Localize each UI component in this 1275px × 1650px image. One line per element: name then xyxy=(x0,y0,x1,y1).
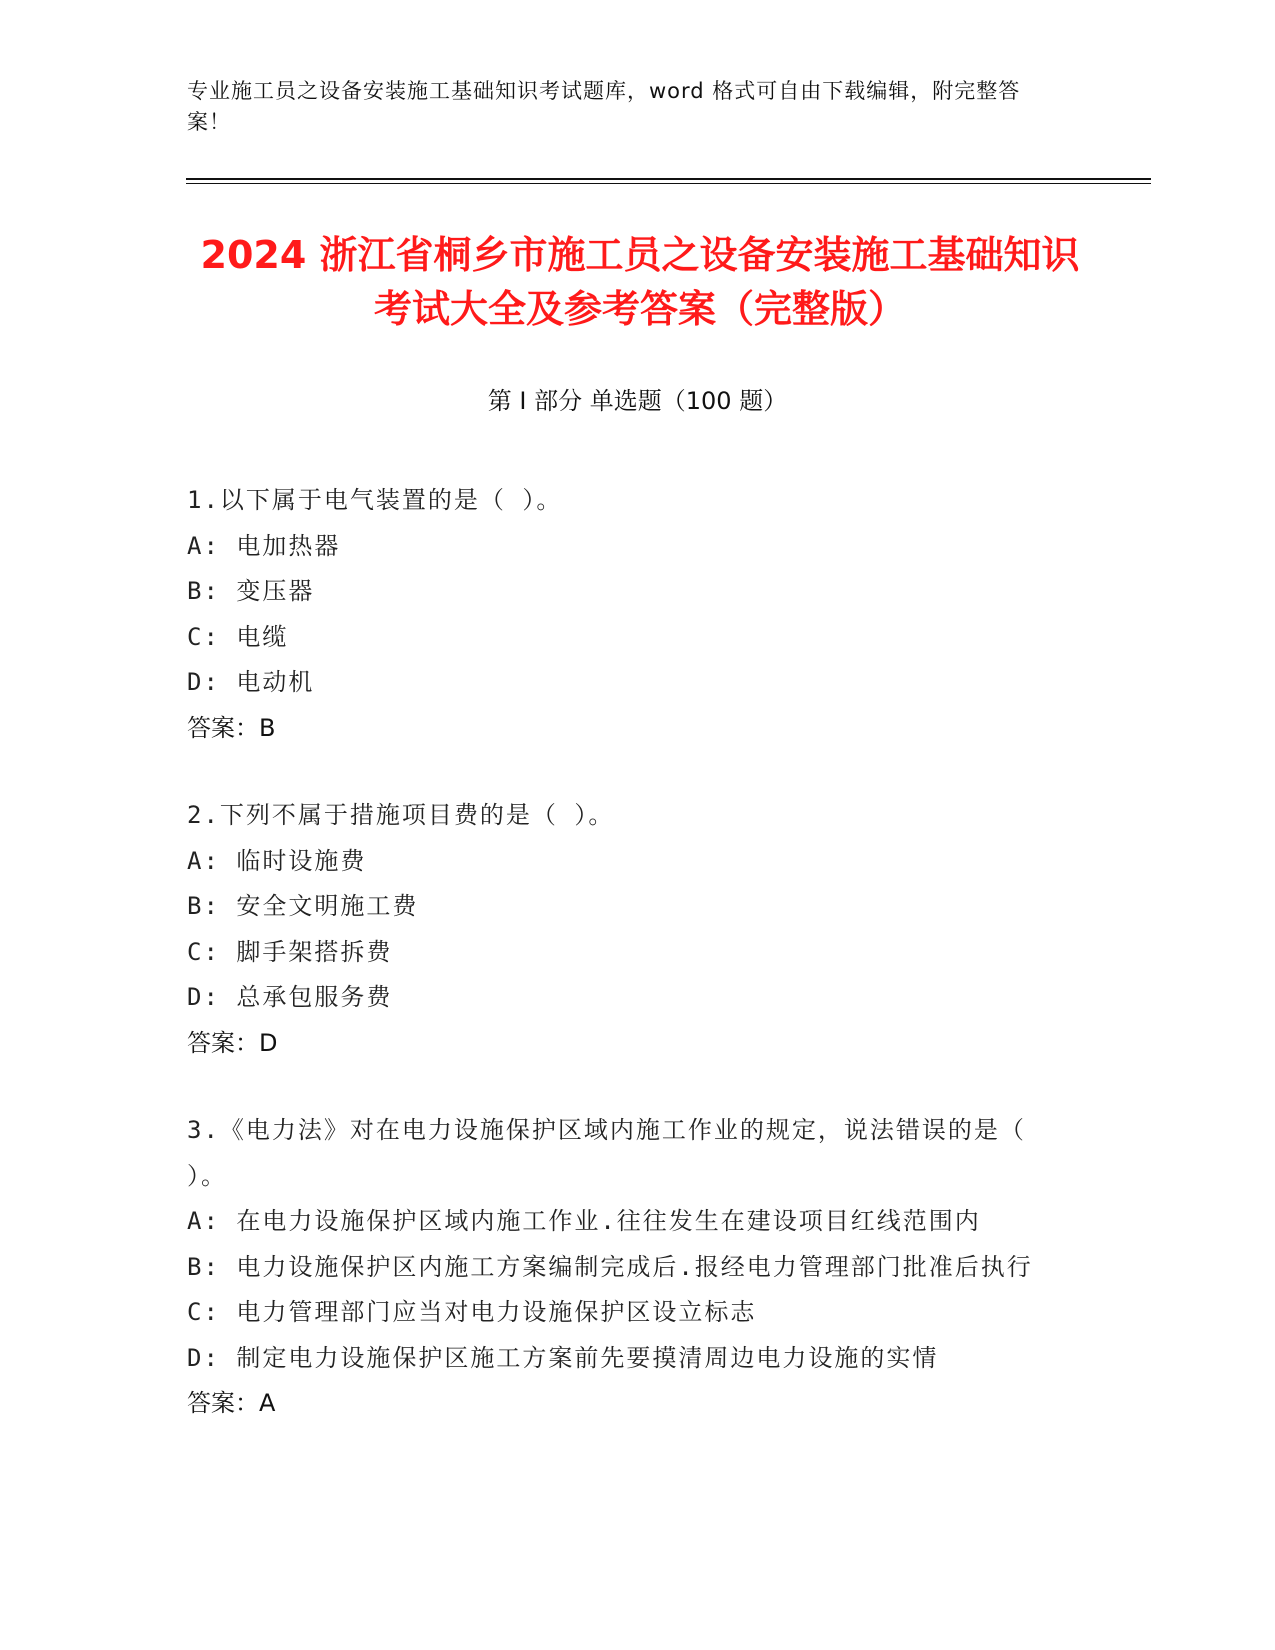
question-option-d: D: 制定电力设施保护区施工方案前先要摸清周边电力设施的实情 xyxy=(187,1343,939,1372)
question-option-a: A: 临时设施费 xyxy=(187,846,367,875)
question-option-a: A: 在电力设施保护区域内施工作业.往往发生在建设项目红线范围内 xyxy=(187,1207,981,1235)
question-answer: 答案：A xyxy=(187,1389,276,1417)
question-item xyxy=(187,1108,1067,1427)
question-item xyxy=(187,793,1067,1066)
question-option-c: C: 电力管理部门应当对电力设施保护区设立标志 xyxy=(187,1298,757,1326)
question-option-b: B: 电力设施保护区内施工方案编制完成后.报经电力管理部门批准后执行 xyxy=(187,1252,1033,1281)
section-title: 第 I 部分 单选题（100 题） xyxy=(487,387,788,415)
document-title: 2024 浙江省桐乡市施工员之设备安装施工基础知识考试大全及参考答案（完整版） xyxy=(200,233,1080,331)
question-option-b: B: 安全文明施工费 xyxy=(187,892,419,920)
question-option-a: A: 电加热器 xyxy=(187,531,341,560)
header-divider-thick xyxy=(186,178,1151,180)
question-stem: 3.《电力法》对在电力设施保护区域内施工作业的规定，说法错误的是（ ）。 xyxy=(187,1116,1026,1190)
question-stem: 1.以下属于电气装置的是（ ）。 xyxy=(187,486,563,514)
question-option-c: C: 脚手架搭拆费 xyxy=(187,937,393,966)
question-item xyxy=(187,478,1067,751)
question-option-b: B: 变压器 xyxy=(187,577,315,605)
header-note: 专业施工员之设备安装施工基础知识考试题库，word 格式可自由下载编辑，附完整答案！ xyxy=(187,79,1021,134)
question-option-d: D: 电动机 xyxy=(187,668,315,696)
question-answer: 答案：D xyxy=(187,1028,278,1057)
question-option-d: D: 总承包服务费 xyxy=(187,983,393,1011)
question-list xyxy=(187,478,1067,1469)
question-stem: 2.下列不属于措施项目费的是（ ）。 xyxy=(187,801,615,829)
header-divider-thin xyxy=(186,183,1151,184)
question-option-c: C: 电缆 xyxy=(187,622,289,651)
question-answer: 答案：B xyxy=(187,713,276,742)
